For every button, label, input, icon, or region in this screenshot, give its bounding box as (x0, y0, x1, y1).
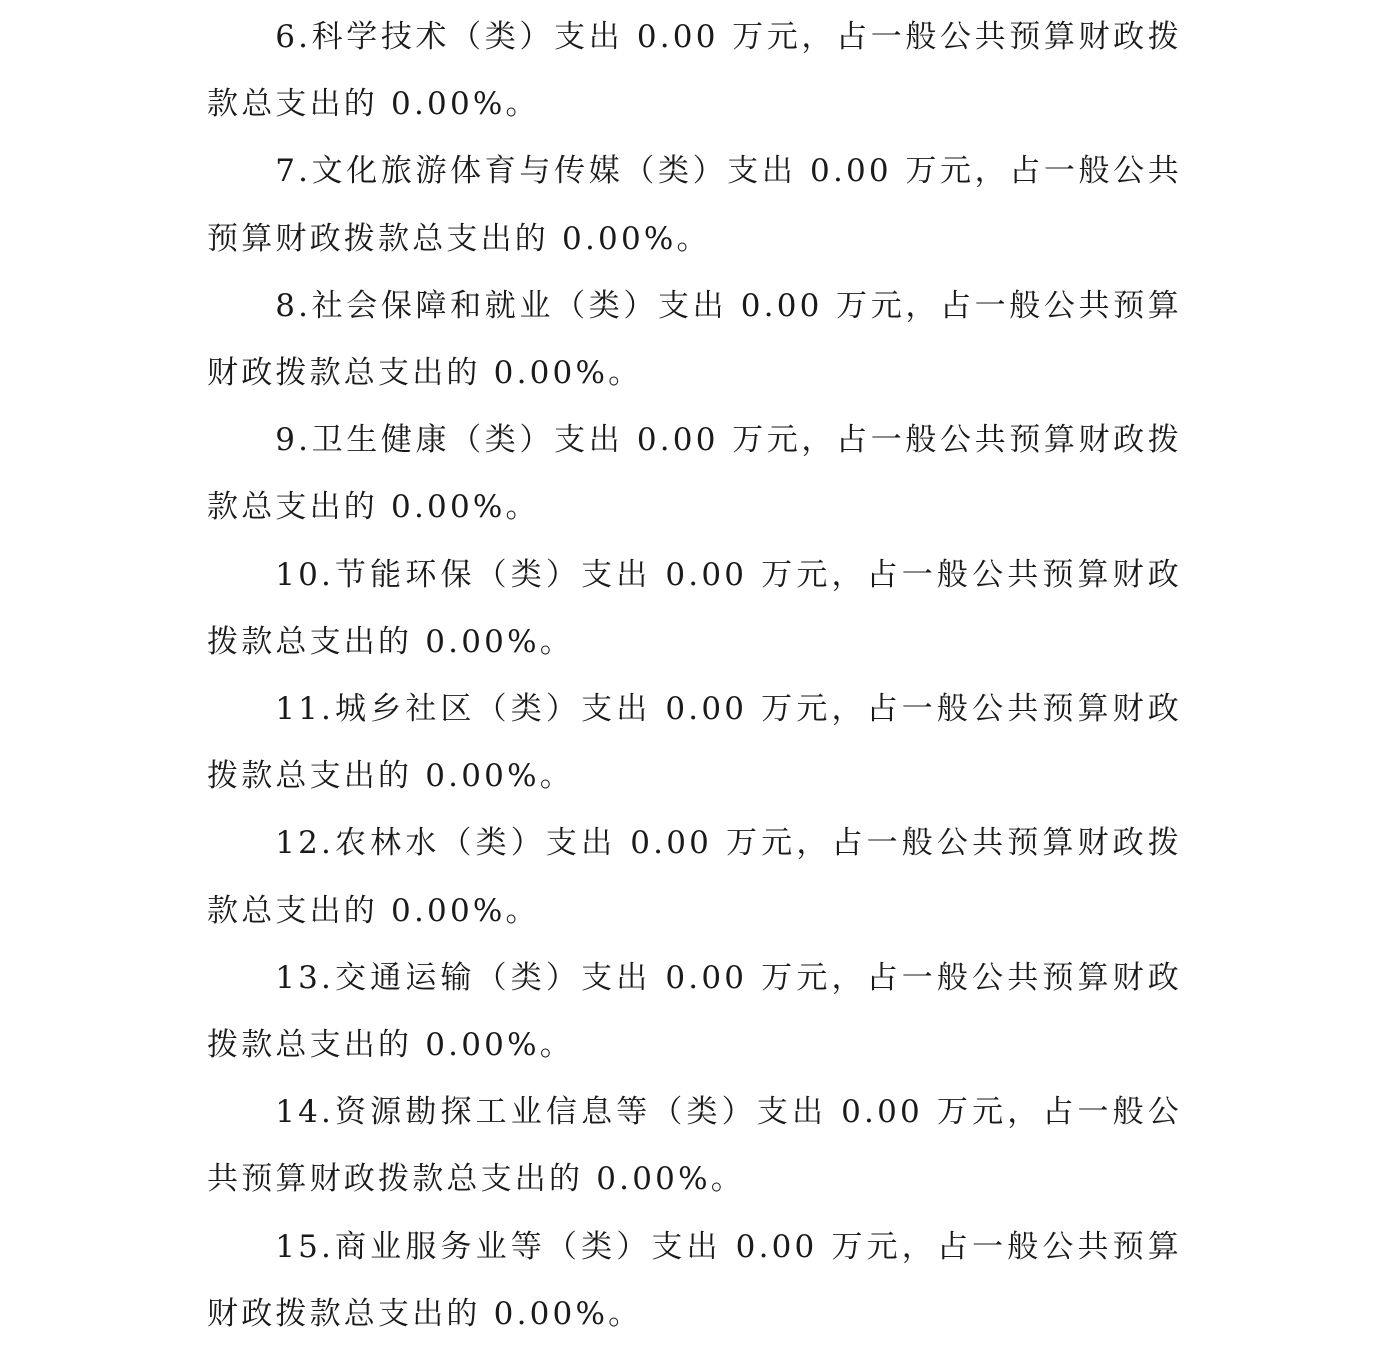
document-page (207, 0, 1182, 1348)
paragraph-commerce-services: 15.商业服务业等（类）支出 0.00 万元，占一般公共预算财政拨款总支出的 0.00%。 (207, 1228, 1182, 1332)
paragraph-health: 9.卫生健康（类）支出 0.00 万元，占一般公共预算财政拨款总支出的 0.00%。 (207, 422, 1182, 526)
paragraph-energy-environment: 10.节能环保（类）支出 0.00 万元，占一般公共预算财政拨款总支出的 0.00%。 (207, 556, 1182, 660)
paragraph-resources-industry-information: 14.资源勘探工业信息等（类）支出 0.00 万元，占一般公共预算财政拨款总支出的 0.00%。 (207, 1094, 1182, 1198)
paragraph-social-security-employment: 8.社会保障和就业（类）支出 0.00 万元，占一般公共预算财政拨款总支出的 0.00%。 (207, 287, 1182, 392)
paragraph-culture-tourism-sports-media: 7.文化旅游体育与传媒（类）支出 0.00 万元，占一般公共预算财政拨款总支出的 0.00%。 (207, 153, 1182, 257)
paragraph-urban-rural-community: 11.城乡社区（类）支出 0.00 万元，占一般公共预算财政拨款总支出的 0.00%。 (207, 691, 1182, 795)
paragraph-transportation: 13.交通运输（类）支出 0.00 万元，占一般公共预算财政拨款总支出的 0.00%。 (207, 959, 1182, 1064)
paragraph-agriculture-forestry-water: 12.农林水（类）支出 0.00 万元，占一般公共预算财政拨款总支出的 0.00%。 (207, 825, 1182, 929)
paragraph-science-technology: 6.科学技术（类）支出 0.00 万元，占一般公共预算财政拨款总支出的 0.00%。 (207, 19, 1182, 123)
